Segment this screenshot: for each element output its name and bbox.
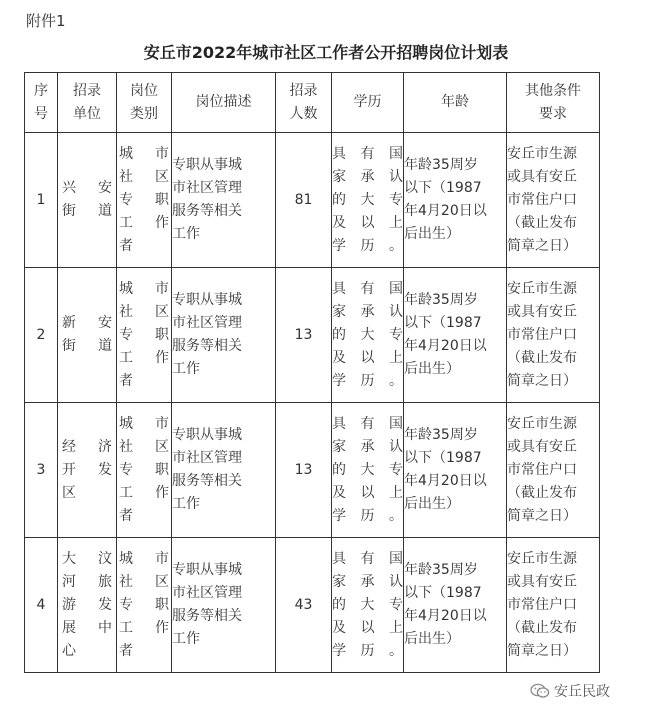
cell-line: 年4月20日以 [404, 203, 487, 219]
cell-line: 专职从事城 [172, 427, 242, 443]
cell-other [507, 268, 600, 403]
cell-line: 年4月20日以 [404, 608, 487, 624]
header-count [276, 73, 332, 133]
header-line: 年龄 [441, 94, 469, 110]
cell-line: 年4月20日以 [404, 338, 487, 354]
header-line: 单位 [73, 105, 101, 122]
watermark-text: 安丘民政 [554, 684, 610, 700]
cell-line: 安丘市生源 [507, 550, 577, 567]
wechat-icon [530, 683, 550, 699]
cell-line: 具有国 [332, 280, 403, 297]
cell-line: 街道 [62, 338, 112, 354]
cell-line: 新安 [62, 315, 112, 331]
cell-count: 43 [276, 538, 332, 673]
cell-line: 者 [119, 642, 133, 659]
cell-line: 河旅 [62, 573, 112, 590]
cell-line: 安丘市生源 [507, 145, 577, 162]
header-education [332, 73, 404, 133]
cell-line: 社区 [119, 438, 169, 455]
cell-line: 以下（1987 [404, 450, 482, 466]
header-unit [58, 73, 117, 133]
cell-line: 及以上 [332, 214, 403, 231]
cell-unit [58, 268, 117, 403]
cell-line: 年龄35周岁 [404, 292, 478, 308]
cell-line: 后出生） [404, 361, 460, 377]
table-row [25, 538, 600, 673]
cell-line: 者 [119, 372, 133, 389]
header-row [25, 73, 600, 133]
cell-line: （截止发布 [507, 214, 577, 231]
cell-line: 社区 [119, 303, 169, 320]
header-line: 其他条件 [525, 82, 581, 99]
cell-age [404, 403, 507, 538]
cell-line: 市社区管理 [172, 585, 242, 601]
cell-line: 兴安 [62, 180, 112, 196]
header-age [404, 73, 507, 133]
cell-line: （截止发布 [507, 349, 577, 366]
header-line: 号 [34, 105, 48, 122]
cell-no: 3 [25, 403, 58, 538]
header-other [507, 73, 600, 133]
cell-line: 简章之日） [507, 642, 577, 659]
header-line: 要求 [539, 105, 567, 122]
cell-line: 年龄35周岁 [404, 427, 478, 443]
cell-line: 或具有安丘 [507, 168, 577, 185]
cell-line: 专职从事城 [172, 562, 242, 578]
cell-line: 服务等相关 [172, 608, 242, 624]
cell-other [507, 133, 600, 268]
cell-line: 工作 [172, 361, 200, 377]
cell-line: 社区 [119, 573, 169, 590]
cell-line: 服务等相关 [172, 473, 242, 489]
header-line: 人数 [289, 105, 318, 122]
cell-line: 年龄35周岁 [404, 562, 478, 578]
cell-line: 简章之日） [507, 507, 577, 524]
watermark [530, 681, 610, 701]
header-description [172, 73, 276, 133]
cell-line: 工作 [172, 496, 200, 512]
cell-line: 市常住户口 [507, 596, 577, 613]
cell-line: 社区 [119, 168, 169, 185]
cell-count: 81 [276, 133, 332, 268]
cell-line: 简章之日） [507, 237, 577, 254]
header-line: 岗位描述 [195, 94, 252, 110]
cell-line: 工作 [119, 619, 169, 636]
cell-line: 专职 [119, 461, 169, 478]
table-row [25, 133, 600, 268]
header-line: 序 [34, 82, 48, 99]
cell-no: 2 [25, 268, 58, 403]
cell-line: 家承认 [332, 168, 403, 185]
cell-no: 1 [25, 133, 58, 268]
cell-line: 年龄35周岁 [404, 157, 478, 173]
cell-line: 以下（1987 [404, 315, 482, 331]
cell-count: 13 [276, 403, 332, 538]
cell-line: 工作 [119, 349, 169, 366]
cell-line: 安丘市生源 [507, 415, 577, 432]
cell-line: 家承认 [332, 303, 403, 320]
cell-line: 服务等相关 [172, 203, 242, 219]
cell-line: 市社区管理 [172, 315, 242, 331]
cell-line: 市常住户口 [507, 461, 577, 478]
cell-line: 具有国 [332, 550, 403, 567]
header-line: 岗位 [130, 82, 158, 99]
cell-line: 心 [62, 642, 76, 659]
cell-other [507, 538, 600, 673]
cell-line: 学历。 [332, 507, 403, 524]
cell-line: 后出生） [404, 496, 460, 512]
cell-age [404, 538, 507, 673]
cell-line: 市常住户口 [507, 191, 577, 208]
cell-line: 的大专 [332, 191, 403, 208]
cell-line: 者 [119, 507, 133, 524]
cell-line: 市社区管理 [172, 450, 242, 466]
cell-line: 工作 [119, 484, 169, 501]
cell-line: 者 [119, 237, 133, 254]
cell-line: 专职 [119, 326, 169, 343]
cell-line: 经济 [62, 438, 112, 455]
cell-line: 市社区管理 [172, 180, 242, 196]
cell-line: 区 [62, 484, 76, 501]
cell-no: 4 [25, 538, 58, 673]
cell-category [117, 268, 172, 403]
header-line: 招录 [289, 82, 318, 99]
cell-line: 或具有安丘 [507, 573, 577, 590]
cell-description [172, 538, 276, 673]
cell-line: 家承认 [332, 438, 403, 455]
header-line: 学历 [353, 94, 382, 110]
cell-category [117, 133, 172, 268]
cell-line: 学历。 [332, 372, 403, 389]
cell-line: 街道 [62, 203, 112, 219]
cell-line: 以下（1987 [404, 585, 482, 601]
cell-line: 学历。 [332, 642, 403, 659]
cell-unit [58, 403, 117, 538]
cell-line: 的大专 [332, 326, 403, 343]
cell-line: 具有国 [332, 145, 403, 162]
cell-line: 游发 [62, 596, 112, 613]
cell-line: 简章之日） [507, 372, 577, 389]
cell-count: 13 [276, 268, 332, 403]
cell-line: 及以上 [332, 619, 403, 636]
cell-description [172, 268, 276, 403]
cell-line: 后出生） [404, 226, 460, 242]
cell-line: 开发 [62, 461, 112, 478]
cell-unit [58, 133, 117, 268]
cell-line: 城市 [119, 280, 169, 297]
cell-age [404, 133, 507, 268]
cell-line: 专职从事城 [172, 292, 242, 308]
cell-line: 工作 [119, 214, 169, 231]
cell-line: 城市 [119, 415, 169, 432]
cell-line: 专职 [119, 191, 169, 208]
page-title: 安丘市2022年城市社区工作者公开招聘岗位计划表 [143, 43, 509, 62]
cell-education [332, 403, 404, 538]
cell-age [404, 268, 507, 403]
table-row [25, 403, 600, 538]
recruitment-plan-table [24, 72, 600, 673]
header-category [117, 73, 172, 133]
cell-line: 的大专 [332, 461, 403, 478]
cell-line: 的大专 [332, 596, 403, 613]
cell-unit [58, 538, 117, 673]
cell-line: 后出生） [404, 631, 460, 647]
cell-line: 大汶 [62, 550, 112, 567]
cell-description [172, 133, 276, 268]
cell-line: 或具有安丘 [507, 438, 577, 455]
cell-line: 工作 [172, 226, 200, 242]
cell-other [507, 403, 600, 538]
table-row [25, 268, 600, 403]
cell-line: 具有国 [332, 415, 403, 432]
cell-line: 城市 [119, 145, 169, 162]
cell-education [332, 133, 404, 268]
cell-education [332, 538, 404, 673]
cell-category [117, 403, 172, 538]
cell-category [117, 538, 172, 673]
header-no [25, 73, 58, 133]
cell-description [172, 403, 276, 538]
cell-line: 工作 [172, 631, 200, 647]
cell-line: 及以上 [332, 484, 403, 501]
cell-line: 安丘市生源 [507, 280, 577, 297]
cell-line: 以下（1987 [404, 180, 482, 196]
attachment-label: 附件1 [26, 12, 66, 30]
cell-line: 及以上 [332, 349, 403, 366]
cell-line: 或具有安丘 [507, 303, 577, 320]
header-line: 类别 [130, 105, 158, 122]
cell-line: 市常住户口 [507, 326, 577, 343]
cell-line: 专职从事城 [172, 157, 242, 173]
cell-line: （截止发布 [507, 619, 577, 636]
cell-line: 展中 [62, 619, 112, 636]
header-line: 招录 [73, 82, 101, 99]
cell-line: 家承认 [332, 573, 403, 590]
cell-line: 专职 [119, 596, 169, 613]
cell-line: 年4月20日以 [404, 473, 487, 489]
cell-line: 服务等相关 [172, 338, 242, 354]
table-body [25, 133, 600, 673]
cell-education [332, 268, 404, 403]
cell-line: 城市 [119, 550, 169, 567]
cell-line: 学历。 [332, 237, 403, 254]
cell-line: （截止发布 [507, 484, 577, 501]
